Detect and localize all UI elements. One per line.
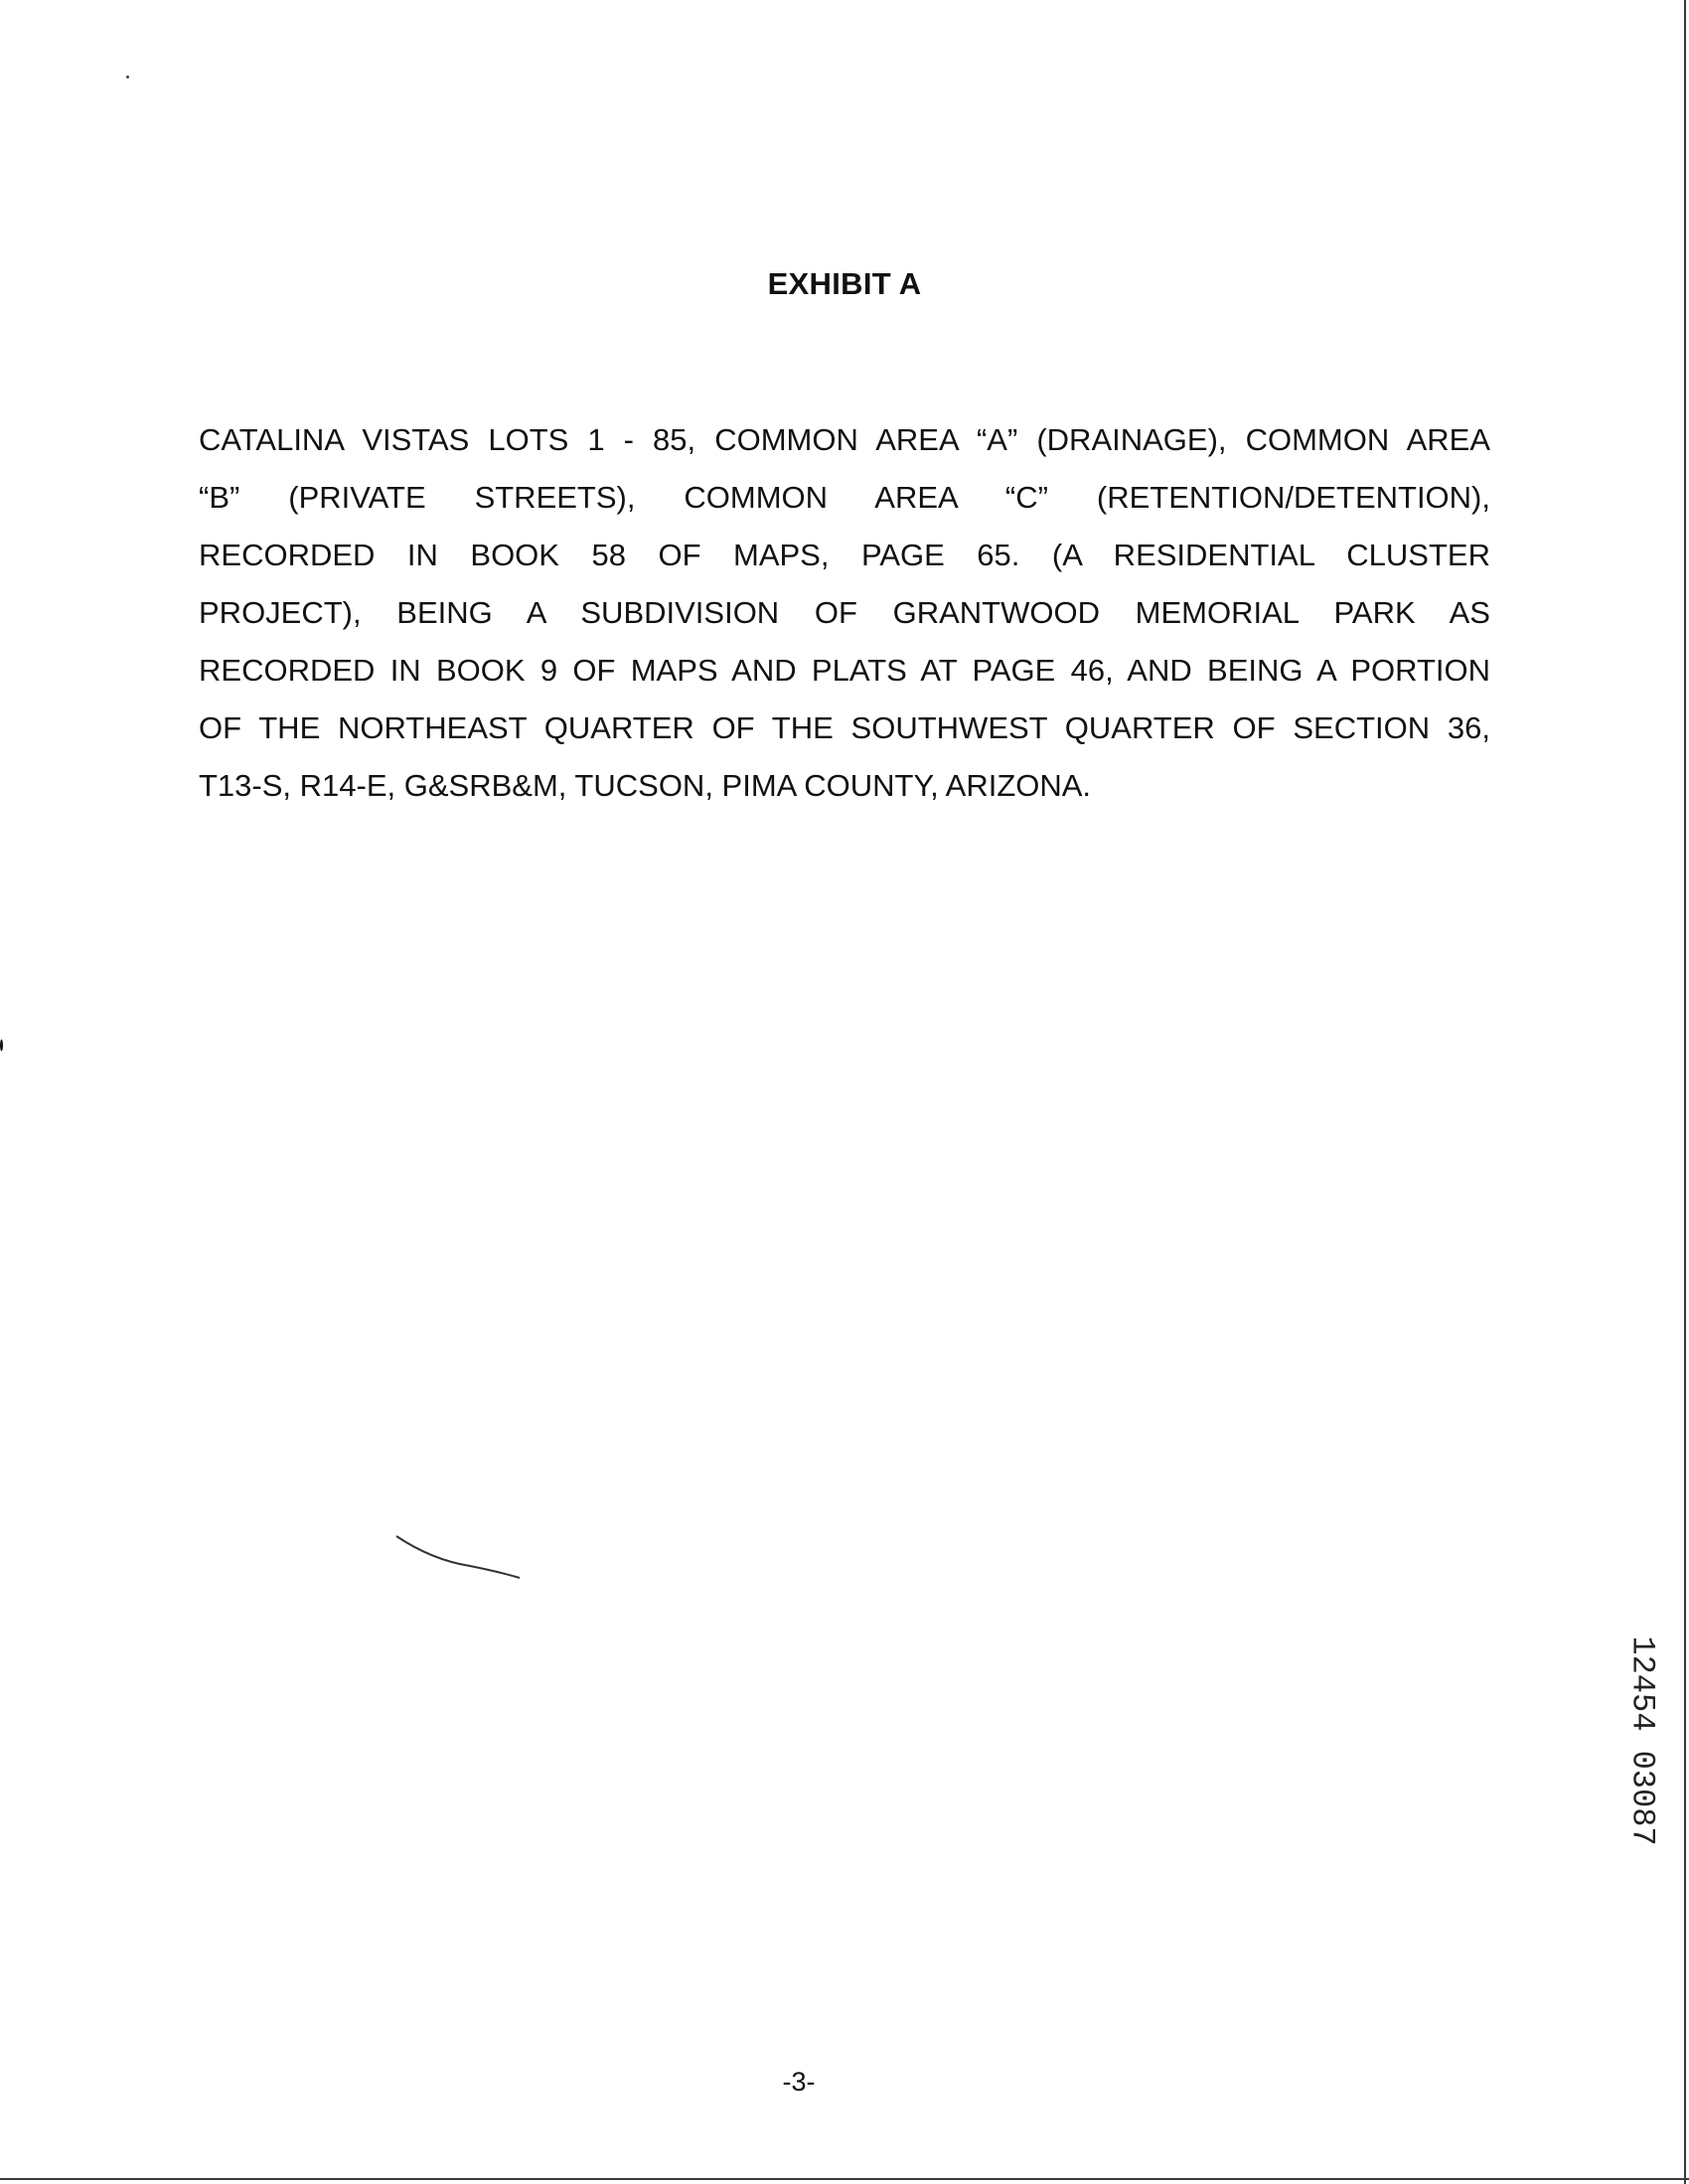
legal-description-line: RECORDED IN BOOK 9 OF MAPS AND PLATS AT PAGE 46, AND BEING A PORTION: [199, 653, 1490, 688]
recording-stamp: [1617, 1602, 1667, 1880]
legal-description-line: CATALINA VISTAS LOTS 1 - 85, COMMON AREA “A” (DRAINAGE), COMMON AREA: [199, 422, 1490, 457]
scan-speck: [126, 76, 129, 78]
legal-description-line: OF THE NORTHEAST QUARTER OF THE SOUTHWEST QUARTER OF SECTION 36,: [199, 710, 1490, 745]
recording-number: 12454 03087: [1623, 1636, 1661, 1846]
legal-description-line: PROJECT), BEING A SUBDIVISION OF GRANTWOOD MEMORIAL PARK AS: [199, 595, 1490, 630]
legal-description: [199, 411, 1490, 815]
legal-description-line: “B” (PRIVATE STREETS), COMMON AREA “C” (RETENTION/DETENTION),: [199, 480, 1490, 515]
pen-stroke-mark: [392, 1530, 527, 1585]
legal-description-line: RECORDED IN BOOK 58 OF MAPS, PAGE 65. (A RESIDENTIAL CLUSTER: [199, 538, 1490, 572]
page-number: -3-: [782, 2067, 816, 2097]
page-edge-bottom: [0, 2178, 1689, 2180]
legal-description-line: T13-S, R14-E, G&SRB&M, TUCSON, PIMA COUNTY, ARIZONA.: [199, 768, 1092, 803]
exhibit-title: EXHIBIT A: [767, 266, 922, 301]
scan-speck: [0, 1039, 3, 1051]
page-edge-right: [1684, 0, 1686, 2184]
